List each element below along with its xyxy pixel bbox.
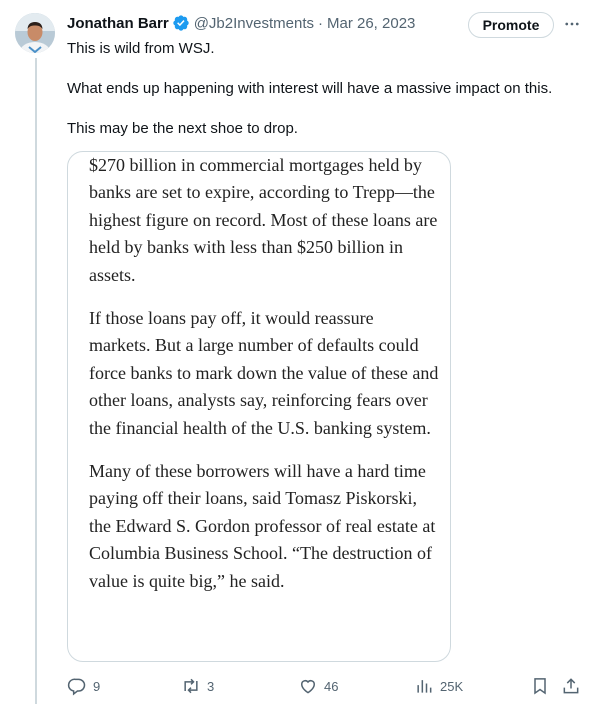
article-paragraph: Many of these borrowers will have a hard time paying off their loans, said Tomasz Piskorski, the Edward S. Gordon professor of real estate at Columbia Business School. “The destruction of value is quite big,” he said.	[89, 461, 436, 591]
article-paragraph: If those loans pay off, it would reassure markets. But a large number of defaults could force banks to mark down the value of these and other loans, analysts say, reinforcing fears over the financial health of the U.S. banking system.	[89, 308, 439, 438]
views-count: 25K	[440, 678, 464, 694]
action-bar	[67, 674, 582, 698]
article-paragraph: $270 billion in commercial mortgages held by banks are set to expire, according to Trepp—the highest figure on record. Most of these loans are held by banks with less than $250 billion in assets.	[89, 155, 438, 285]
verified-badge-icon[interactable]	[172, 14, 190, 32]
heart-icon	[298, 676, 318, 696]
more-icon[interactable]	[562, 14, 582, 34]
bookmark-button[interactable]	[530, 674, 550, 698]
promote-button[interactable]: Promote	[468, 12, 554, 38]
tweet-text-line: What ends up happening with interest will have a massive impact on this.	[67, 80, 553, 97]
tweet-text-line: This may be the next shoe to drop.	[67, 120, 298, 137]
article-screenshot-image[interactable]	[67, 151, 451, 662]
article-text	[89, 152, 439, 611]
tweet-text-line: This is wild from WSJ.	[67, 40, 215, 57]
views-chart-icon	[414, 676, 434, 696]
tweet-header	[67, 12, 415, 34]
reply-count: 9	[93, 678, 101, 694]
tweet-date[interactable]: Mar 26, 2023	[326, 14, 416, 32]
display-name[interactable]: Jonathan Barr	[67, 14, 169, 32]
bookmark-icon	[530, 676, 550, 696]
like-button[interactable]	[298, 674, 338, 698]
thread-line	[35, 58, 37, 704]
author-handle[interactable]: @Jb2Investments	[193, 14, 314, 32]
share-icon	[561, 676, 581, 696]
reply-button[interactable]	[67, 674, 100, 698]
share-button[interactable]	[561, 674, 581, 698]
tweet-text	[67, 39, 582, 157]
reply-icon	[67, 676, 87, 696]
separator-dot: ·	[317, 14, 323, 32]
repost-button[interactable]	[181, 674, 214, 698]
like-count: 46	[324, 678, 339, 694]
repost-count: 3	[207, 678, 215, 694]
views-button[interactable]	[414, 674, 463, 698]
avatar[interactable]	[15, 13, 55, 53]
repost-icon	[181, 676, 201, 696]
